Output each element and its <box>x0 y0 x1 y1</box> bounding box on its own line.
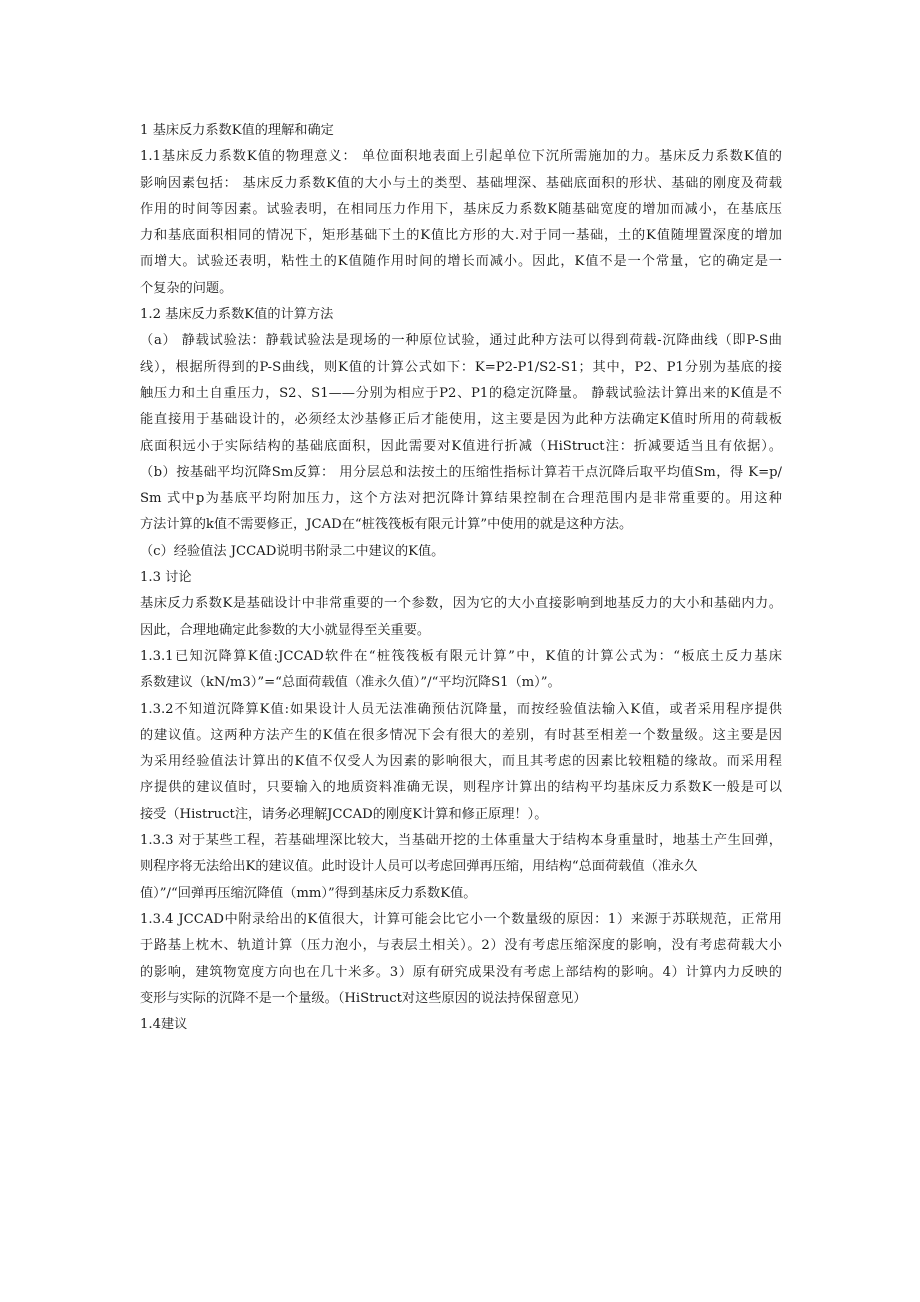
text-line: 能直接用于基础设计的，必须经太沙基修正后才能使用，这主要是因为此种方法确定K值时所用的荷载板 <box>140 412 782 428</box>
text-line: 底面积远小于实际结构的基础底面积，因此需要对K值进行折减（HiStruct注：折减要适当且有依据）。 <box>140 438 782 454</box>
text-line: 变形与实际的沉降不是一个量级。（HiStruct对这些原因的说法持保留意见） <box>140 990 587 1006</box>
text-line: （a） 静载试验法：静载试验法是现场的一种原位试验，通过此种方法可以得到荷载-沉降曲线（即P-S曲 <box>140 333 782 349</box>
text-line: 接受（Histruct注，请务必理解JCCAD的刚度K计算和修正原理！）。 <box>140 806 548 822</box>
text-line: 的影响，建筑物宽度方向也在几十米多。3）原有研究成果没有考虑上部结构的影响。4）计算内力反映的 <box>140 964 782 980</box>
text-line: 为采用经验值法计算出的K值不仅受人为因素的影响很大，而且其考虑的因素比较粗糙的缘故。而采用程 <box>140 754 782 770</box>
text-line: 1.3.2不知道沉降算K值:如果设计人员无法准确预估沉降量，而按经验值法输入K值，或者采用程序提供 <box>140 701 782 717</box>
text-line: 1.4建议 <box>140 1017 188 1033</box>
text-line: 1.3 讨论 <box>140 570 192 586</box>
text-line: 序提供的建议值时，只要输入的地质资料准确无误，则程序计算出的结构平均基床反力系数K一般是可以 <box>140 780 782 796</box>
text-line: 影响因素包括： 基床反力系数K值的大小与土的类型、基础埋深、基础底面积的形状、基础的刚度及荷载 <box>140 175 782 191</box>
text-line: 方法计算的k值不需要修正，JCAD在“桩筏筏板有限元计算”中使用的就是这种方法。 <box>140 517 633 533</box>
text-line: 于路基上枕木、轨道计算（压力泡小，与表层土相关）。2）没有考虑压缩深度的影响，没有考虑荷载大小 <box>140 938 782 954</box>
text-line: 则程序将无法给出K的建议值。此时设计人员可以考虑回弹再压缩，用结构“总面荷载值（准永久 <box>140 859 698 875</box>
document-body <box>140 118 782 1038</box>
text-line: （c）经验值法 JCCAD说明书附录二中建议的K值。 <box>140 543 445 559</box>
text-line: 个复杂的问题。 <box>140 280 233 296</box>
text-line: 而增大。试验还表明，粘性土的K值随作用时间的增长而减小。因此，K值不是一个常量，它的确定是一 <box>140 254 782 270</box>
text-line: 1.2 基床反力系数K值的计算方法 <box>140 307 334 323</box>
text-line: 值）”/“回弹再压缩沉降值（mm）”得到基床反力系数K值。 <box>140 885 477 901</box>
text-line: 系数建议（kN/m3）”=“总面荷载值（准永久值）”/“平均沉降S1（m）”。 <box>140 675 561 691</box>
text-line: 的建议值。这两种方法产生的K值在很多情况下会有很大的差别，有时甚至相差一个数量级。这主要是因 <box>140 727 782 743</box>
text-line: Sm 式中p为基底平均附加压力，这个方法对把沉降计算结果控制在合理范围内是非常重要的。用这种 <box>140 491 782 507</box>
text-line: 线），根据所得到的P-S曲线，则K值的计算公式如下：K=P2-P1/S2-S1；其中，P2、P1分别为基底的接 <box>140 359 782 375</box>
text-line: 作用的时间等因素。试验表明，在相同压力作用下，基床反力系数K随基础宽度的增加而减小，在基底压 <box>140 201 782 217</box>
text-line: 1.3.3 对于某些工程，若基础埋深比较大，当基础开挖的土体重量大于结构本身重量时，地基土产生回弹， <box>140 833 782 849</box>
text-line: 1.3.4 JCCAD中附录给出的K值很大，计算可能会比它小一个数量级的原因：1）来源于苏联规范，正常用 <box>140 911 782 927</box>
text-line: 力和基底面积相同的情况下，矩形基础下土的K值比方形的大.对于同一基础，土的K值随埋置深度的增加 <box>140 228 782 244</box>
text-line: 触压力和土自重压力，S2、S1——分别为相应于P2、P1的稳定沉降量。 静载试验法计算出来的K值是不 <box>140 385 782 401</box>
text-line: 因此，合理地确定此参数的大小就显得至关重要。 <box>140 622 431 638</box>
text-line: （b）按基础平均沉降Sm反算： 用分层总和法按土的压缩性指标计算若干点沉降后取平均值Sm，得 K=p/ <box>140 464 782 480</box>
text-line: 1.3.1已知沉降算K值:JCCAD软件在“桩筏筏板有限元计算”中，K值的计算公式为：“板底土反力基床 <box>140 648 782 664</box>
text-line: 1 基床反力系数K值的理解和确定 <box>140 123 334 138</box>
text-line: 1.1基床反力系数K值的物理意义： 单位面积地表面上引起单位下沉所需施加的力。基床反力系数K值的 <box>140 149 782 165</box>
text-line: 基床反力系数K是基础设计中非常重要的一个参数，因为它的大小直接影响到地基反力的大小和基础内力。 <box>140 596 782 612</box>
